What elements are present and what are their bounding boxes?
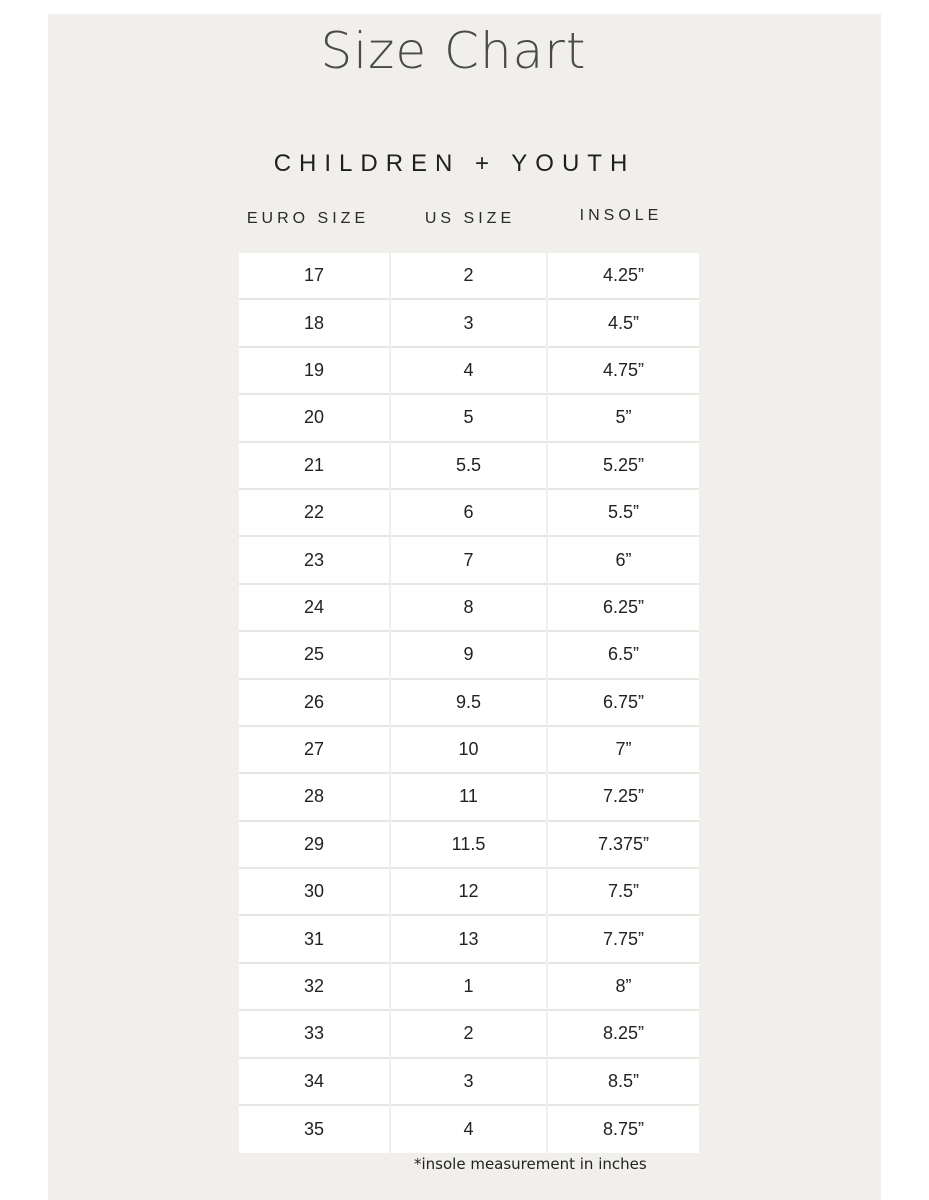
euro-size-cell: 34 <box>239 1059 389 1106</box>
insole-cell: 5” <box>548 395 699 442</box>
table-row <box>239 490 699 537</box>
section-subtitle: CHILDREN + YOUTH <box>273 150 636 177</box>
euro-size-cell: 28 <box>239 774 389 821</box>
column-header-insole: INSOLE <box>579 207 663 224</box>
euro-size-cell: 25 <box>239 632 389 679</box>
us-size-cell: 4 <box>391 1106 546 1153</box>
us-size-cell: 9 <box>391 632 546 679</box>
insole-cell: 6.25” <box>548 585 699 632</box>
table-row <box>239 869 699 916</box>
euro-size-cell: 21 <box>239 443 389 490</box>
euro-size-cell: 26 <box>239 680 389 727</box>
euro-size-cell: 18 <box>239 300 389 347</box>
us-size-cell: 13 <box>391 916 546 963</box>
us-size-cell: 5 <box>391 395 546 442</box>
table-row <box>239 964 699 1011</box>
us-size-cell: 2 <box>391 1011 546 1058</box>
table-row <box>239 300 699 347</box>
insole-cell: 8.25” <box>548 1011 699 1058</box>
euro-size-cell: 29 <box>239 822 389 869</box>
insole-cell: 5.5” <box>548 490 699 537</box>
table-row <box>239 253 699 300</box>
us-size-cell: 11.5 <box>391 822 546 869</box>
table-row <box>239 348 699 395</box>
us-size-cell: 8 <box>391 585 546 632</box>
euro-size-cell: 24 <box>239 585 389 632</box>
us-size-cell: 7 <box>391 537 546 584</box>
euro-size-cell: 17 <box>239 253 389 300</box>
table-row <box>239 916 699 963</box>
table-row <box>239 443 699 490</box>
table-row <box>239 395 699 442</box>
insole-cell: 8.75” <box>548 1106 699 1153</box>
insole-cell: 7.375” <box>548 822 699 869</box>
us-size-cell: 2 <box>391 253 546 300</box>
us-size-cell: 9.5 <box>391 680 546 727</box>
us-size-cell: 4 <box>391 348 546 395</box>
us-size-cell: 11 <box>391 774 546 821</box>
table-row <box>239 537 699 584</box>
column-header-euro-size: EURO SIZE <box>246 210 370 227</box>
euro-size-cell: 23 <box>239 537 389 584</box>
insole-cell: 4.75” <box>548 348 699 395</box>
euro-size-cell: 27 <box>239 727 389 774</box>
table-row <box>239 632 699 679</box>
table-row <box>239 774 699 821</box>
table-row <box>239 1106 699 1153</box>
euro-size-cell: 32 <box>239 964 389 1011</box>
insole-cell: 8.5” <box>548 1059 699 1106</box>
footnote: *insole measurement in inches <box>414 1155 647 1173</box>
euro-size-cell: 20 <box>239 395 389 442</box>
us-size-cell: 12 <box>391 869 546 916</box>
insole-cell: 6.75” <box>548 680 699 727</box>
insole-cell: 7.5” <box>548 869 699 916</box>
table-row <box>239 727 699 774</box>
column-header-us-size: US SIZE <box>424 210 516 227</box>
us-size-cell: 10 <box>391 727 546 774</box>
insole-cell: 8” <box>548 964 699 1011</box>
insole-cell: 6.5” <box>548 632 699 679</box>
size-table <box>239 253 699 1153</box>
euro-size-cell: 35 <box>239 1106 389 1153</box>
insole-cell: 4.25” <box>548 253 699 300</box>
us-size-cell: 1 <box>391 964 546 1011</box>
table-row <box>239 585 699 632</box>
us-size-cell: 3 <box>391 300 546 347</box>
insole-cell: 7.25” <box>548 774 699 821</box>
us-size-cell: 5.5 <box>391 443 546 490</box>
us-size-cell: 3 <box>391 1059 546 1106</box>
table-row <box>239 1011 699 1058</box>
euro-size-cell: 19 <box>239 348 389 395</box>
insole-cell: 7” <box>548 727 699 774</box>
insole-cell: 5.25” <box>548 443 699 490</box>
table-row <box>239 680 699 727</box>
page-title: Size Chart <box>320 22 587 80</box>
euro-size-cell: 22 <box>239 490 389 537</box>
table-row <box>239 822 699 869</box>
euro-size-cell: 30 <box>239 869 389 916</box>
euro-size-cell: 33 <box>239 1011 389 1058</box>
us-size-cell: 6 <box>391 490 546 537</box>
insole-cell: 7.75” <box>548 916 699 963</box>
euro-size-cell: 31 <box>239 916 389 963</box>
insole-cell: 6” <box>548 537 699 584</box>
table-row <box>239 1059 699 1106</box>
insole-cell: 4.5” <box>548 300 699 347</box>
